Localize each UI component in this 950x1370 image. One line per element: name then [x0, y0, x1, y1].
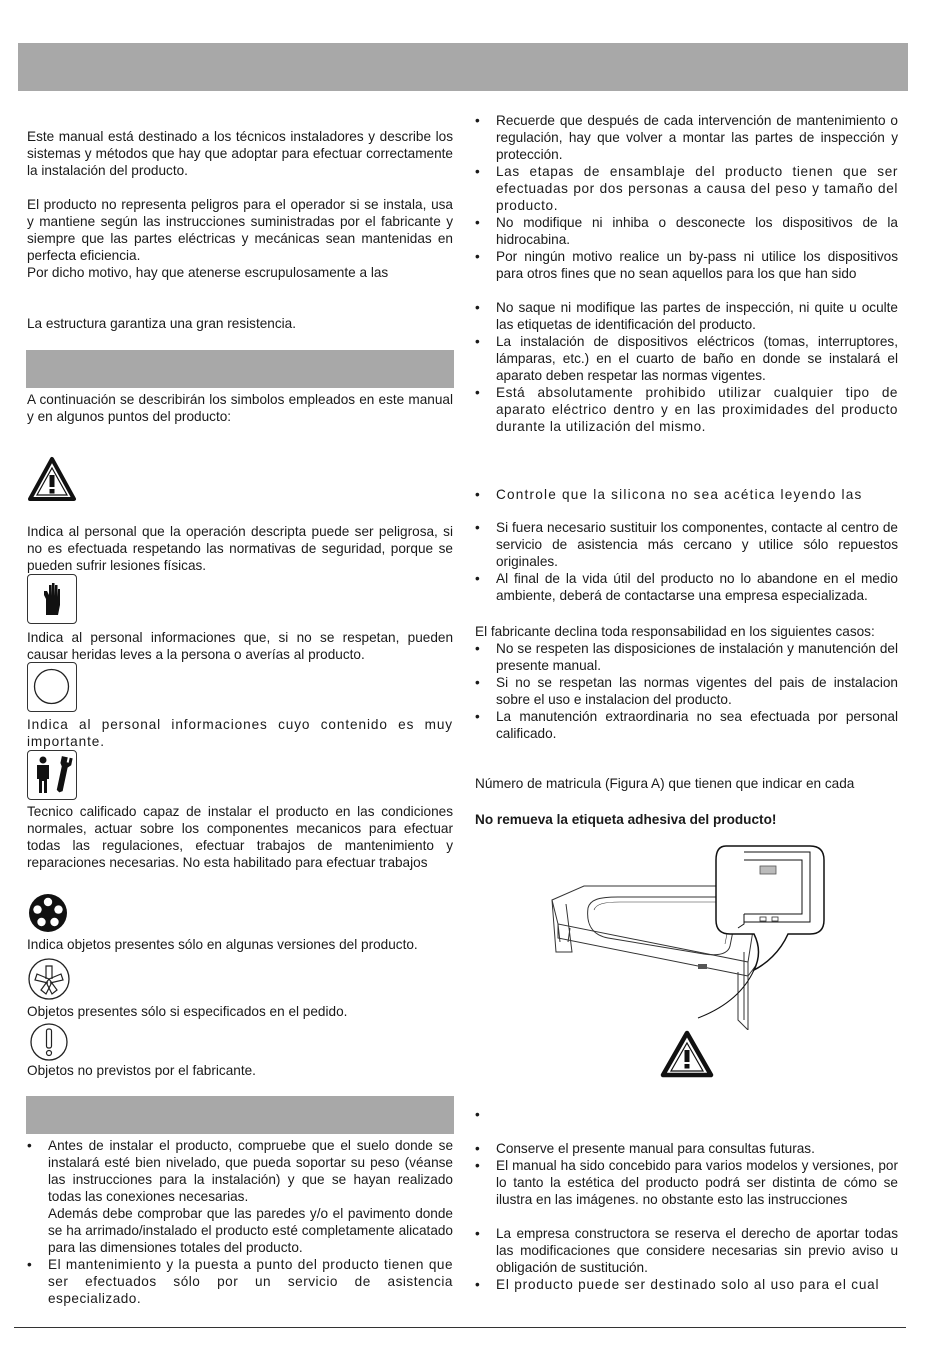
final-bullet-4: El producto puede ser destinado solo al uso para el cual — [496, 1277, 880, 1292]
warning-triangle-icon — [660, 1030, 714, 1078]
intro-paragraph-4: La estructura garantiza una gran resistencia. — [27, 316, 297, 331]
symbol-text-6: Objetos no previstos por el fabricante. — [27, 1063, 256, 1078]
symbol-text-2: Indica al personal informaciones cuyo contenido es muy importante. — [27, 717, 453, 749]
list-item — [475, 214, 898, 248]
list-item — [475, 1276, 898, 1293]
liability-2: La manutención extraordinaria no sea efectuada por personal calificado. — [496, 709, 898, 741]
installation-list — [27, 1137, 453, 1307]
asterisk-outline-icon — [27, 957, 71, 1001]
symbols-intro — [27, 391, 453, 425]
right-bullets-4 — [475, 519, 898, 604]
list-item — [475, 112, 898, 163]
right-bullet-1-3: Por ningún motivo realice un by-pass ni utilice los dispositivos para otros fines que no sean aquellos para los que han sido — [496, 249, 898, 281]
list-item — [27, 1137, 453, 1256]
list-item — [475, 708, 898, 742]
right-bullets-2 — [475, 299, 898, 435]
right-bullet-2-2: Está absolutamente prohibido utilizar cualquier tipo de aparato eléctrico dentro y en las proximidades del producto durante la utilización del mismo. — [496, 385, 898, 434]
bathtub-label-figure — [548, 842, 828, 1030]
list-item — [475, 1106, 898, 1123]
right-bullets-3 — [475, 486, 898, 503]
warning-bold — [475, 811, 898, 828]
right-bullets-1 — [475, 112, 898, 282]
right-bullet-1-0: Recuerde que después de cada intervención de mantenimiento o regulación, hay que volver a montar las partes de inspección y protección. — [496, 113, 898, 162]
list-item — [475, 640, 898, 674]
final-bullet-3: La empresa constructora se reserva el derecho de aportar todas las modificaciones que considere necesarias sin previo aviso u obligación de sustitución. — [496, 1226, 898, 1275]
list-item — [475, 299, 898, 333]
right-bullet-4-1: Al final de la vida útil del producto no lo abandone en el medio ambiente, deberá de contactarse una empresa especializada. — [496, 571, 898, 603]
symbol-text-5: Objetos presentes sólo si especificados en el pedido. — [27, 1004, 348, 1019]
footer-rule — [14, 1327, 906, 1328]
symbol-text-asterisk-outline — [27, 1003, 453, 1020]
install-bullet-1: El mantenimiento y la puesta a punto del producto tienen que ser efectuados sólo por un servicio de asistencia especializado. — [48, 1257, 453, 1306]
symbol-text-3: Tecnico calificado capaz de instalar el producto en las condiciones normales, actuar sobre los componentes mecanicos para efectuar todas las regulaciones, efectuar trabajos de mantenimiento y reparaciones necesarias. No esta habilitado para efectuar trabajos — [27, 804, 453, 870]
list-item — [475, 384, 898, 435]
symbol-text-hand — [27, 629, 453, 663]
list-item — [475, 519, 898, 570]
liability-0: No se respeten las disposiciones de instalación y manutención del presente manual. — [496, 641, 898, 673]
serial-note — [475, 775, 898, 792]
warning-bold-text: No remueva la etiqueta adhesiva del producto! — [475, 812, 777, 827]
list-item — [475, 333, 898, 384]
list-item — [475, 163, 898, 214]
right-final-bullets — [475, 1106, 898, 1293]
install-bullet-0: Antes de instalar el producto, compruebe que el suelo donde se instalará esté bien nivelado, que pueda soportar su peso (véanse las instrucciones para la instalación) y que se hayan realizado todas las conexiones necesarias. — [48, 1138, 453, 1204]
list-item — [475, 1225, 898, 1276]
technician-wrench-icon — [27, 750, 77, 800]
intro-paragraph-2: El producto no representa peligros para el operador si se instala, usa y mantiene según las instrucciones suministradas por el fabricante y siempre que las partes eléctricas y mecánicas sean mantenidas en perfecta eficiencia. — [27, 197, 453, 263]
install-extra: Además debe comprobar que las paredes y/o el pavimento donde se ha arrimado/instalado el producto esté completamente alicatado para las dimensiones totales del producto. — [48, 1206, 453, 1255]
list-item — [475, 674, 898, 708]
circle-icon — [27, 662, 77, 712]
right-bullet-1-1: Las etapas de ensamblaje del producto tienen que ser efectuadas por dos personas a causa del peso y tamaño del producto. — [496, 164, 898, 213]
list-item — [27, 1256, 453, 1307]
symbol-text-warning — [27, 523, 453, 574]
section-bar-symbols — [26, 350, 454, 388]
liability-intro: El fabricante declina toda responsabilidad en los siguientes casos: — [475, 624, 875, 639]
symbols-intro-text: A continuación se describirán los simbolos empleados en este manual y en algunos puntos del producto: — [27, 392, 453, 424]
symbol-text-exclamation — [27, 1062, 453, 1079]
left-intro — [27, 128, 453, 332]
right-bullet-3-0: Controle que la silicona no sea acética leyendo las — [496, 487, 863, 502]
final-bullet-1: Conserve el presente manual para consultas futuras. — [496, 1141, 815, 1156]
list-item — [475, 1140, 898, 1157]
hand-icon — [27, 574, 77, 624]
intro-paragraph-1: Este manual está destinado a los técnicos instaladores y describe los sistemas y métodos que hay que adoptar para efectuar correctamente la instalación del producto. — [27, 129, 453, 178]
symbol-text-0: Indica al personal que la operación descripta puede ser peligrosa, si no es efectuada respetando las normativas de seguridad, porque se pueden sufrir lesiones físicas. — [27, 524, 453, 573]
header-bar — [18, 43, 908, 91]
symbol-text-4: Indica objetos presentes sólo en algunas versiones del producto. — [27, 937, 418, 952]
right-bullet-2-0: No saque ni modifique las partes de inspección, ni quite u oculte las etiquetas de identificación del producto. — [496, 300, 898, 332]
intro-paragraph-3: Por dicho motivo, hay que atenerse escrupulosamente a las — [27, 265, 389, 280]
symbol-text-1: Indica al personal informaciones que, si no se respetan, pueden causar heridas leves a la persona o averías al producto. — [27, 630, 453, 662]
asterisk-filled-icon — [27, 892, 69, 934]
serial-text: Número de matricula (Figura A) que tienen que indicar en cada — [475, 776, 855, 791]
right-bullet-1-2: No modifique ni inhiba o desconecte los dispositivos de la hidrocabina. — [496, 215, 898, 247]
liability-1: Si no se respetan las normas vigentes del pais de instalacion sobre el uso e instalacion del producto. — [496, 675, 898, 707]
warning-triangle-icon — [27, 456, 77, 502]
symbol-text-circle — [27, 716, 453, 750]
final-bullet-2: El manual ha sido concebido para varios modelos y versiones, por lo tanto la estética del producto podrá ser distinta de cómo se ilustra en las imágenes. no obstante esto las instrucciones — [496, 1158, 898, 1207]
symbol-text-technician — [27, 803, 453, 871]
symbol-text-asterisk-filled — [27, 936, 453, 953]
right-bullet-2-1: La instalación de dispositivos eléctricos (tomas, interruptores, lámparas, etc.) en el cuarto de baño en donde se instalará el aparato deben respetar las normas vigentes. — [496, 334, 898, 383]
list-item — [475, 248, 898, 282]
list-item — [475, 486, 898, 503]
exclamation-circle-icon — [27, 1022, 71, 1062]
list-item — [475, 570, 898, 604]
list-item — [475, 1157, 898, 1208]
liability-section — [475, 623, 898, 742]
right-bullet-4-0: Si fuera necesario sustituir los componentes, contacte al centro de servicio de asistencia más cercano y utilice sólo repuestos originales. — [496, 520, 898, 569]
section-bar-installation — [26, 1096, 454, 1134]
